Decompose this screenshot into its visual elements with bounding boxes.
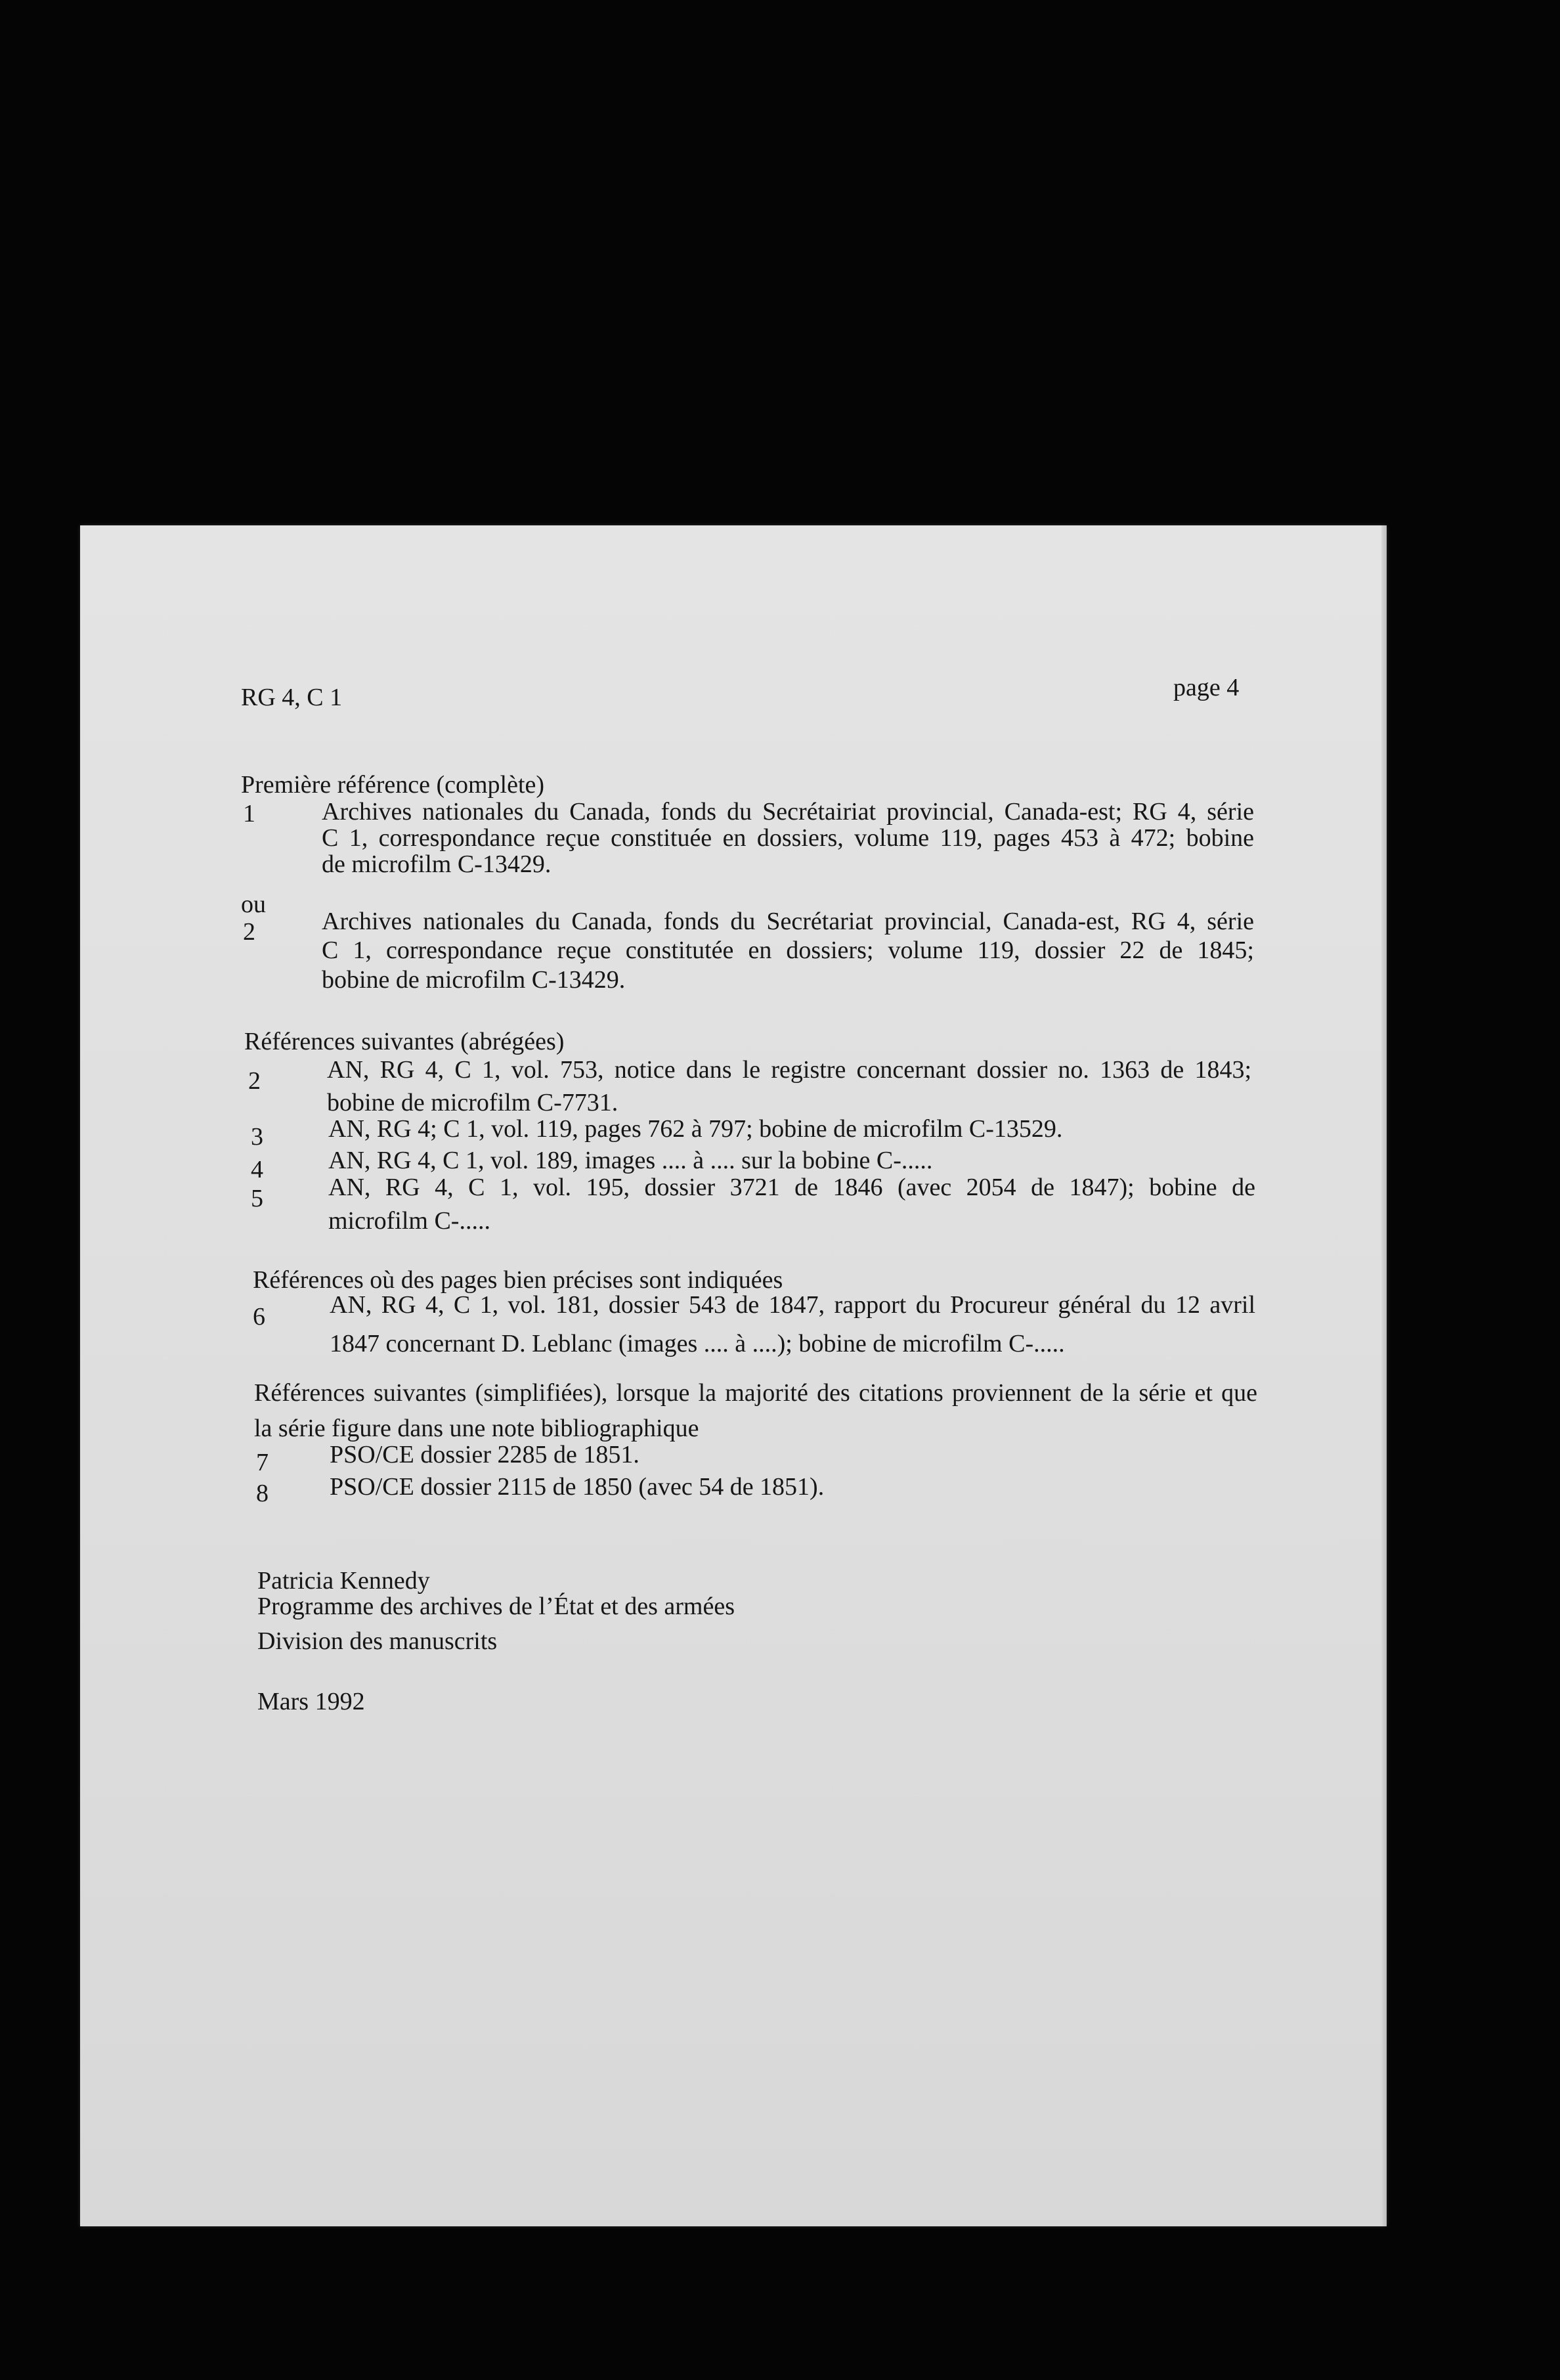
author-program: Programme des archives de l’État et des armées <box>257 1593 735 1620</box>
reference-line: de microfilm C-13429. <box>322 850 552 878</box>
reference-line: AN, RG 4, C 1, vol. 181, dossier 543 de 1847, rapport du Procureur général du 12 avril <box>330 1291 1255 1319</box>
reference-line: AN, RG 4, C 1, vol. 753, notice dans le registre concernant dossier no. 1363 de 1843; <box>327 1056 1251 1084</box>
item-number: 8 <box>256 1480 269 1507</box>
reference-line: AN, RG 4, C 1, vol. 189, images .... à .... sur la bobine C-..... <box>328 1147 933 1174</box>
reference-line: PSO/CE dossier 2285 de 1851. <box>330 1441 639 1468</box>
section-heading-following: Références suivantes (abrégées) <box>244 1028 565 1055</box>
reference-line: AN, RG 4, C 1, vol. 195, dossier 3721 de 1846 (avec 2054 de 1847); bobine de <box>328 1174 1255 1201</box>
author-name: Patricia Kennedy <box>257 1567 430 1595</box>
reference-line: C 1, correspondance reçue constituée en dossiers, volume 119, pages 453 à 472; bobine <box>322 824 1254 852</box>
reference-line: 1847 concernant D. Leblanc (images .... à ....); bobine de microfilm C-..... <box>330 1330 1065 1357</box>
reference-line: bobine de microfilm C-7731. <box>327 1089 618 1116</box>
item-number: 6 <box>253 1303 265 1331</box>
or-separator: ou <box>241 891 266 918</box>
reference-line: PSO/CE dossier 2115 de 1850 (avec 54 de 1851). <box>330 1473 825 1501</box>
item-number: 2 <box>243 918 255 946</box>
reference-line: AN, RG 4; C 1, vol. 119, pages 762 à 797; bobine de microfilm C-13529. <box>328 1115 1063 1143</box>
reference-line: Archives nationales du Canada, fonds du Secrétairiat provincial, Canada-est; RG 4, série <box>322 798 1254 826</box>
item-number: 1 <box>243 800 255 827</box>
section-heading-simplified: Références suivantes (simplifiées), lorsque la majorité des citations proviennent de la série et que <box>254 1379 1257 1407</box>
item-number: 5 <box>251 1185 263 1212</box>
header-reference: RG 4, C 1 <box>241 684 343 711</box>
document-date: Mars 1992 <box>257 1688 365 1715</box>
reference-line: Archives nationales du Canada, fonds du Secrétariat provincial, Canada-est, RG 4, série <box>322 908 1254 935</box>
reference-line: microfilm C-..... <box>328 1207 490 1235</box>
item-number: 3 <box>251 1123 263 1151</box>
section-heading-first: Première référence (complète) <box>241 771 545 799</box>
section-heading-simplified-cont: la série figure dans une note bibliographique <box>254 1415 699 1442</box>
page-number: page 4 <box>1173 674 1240 701</box>
author-division: Division des manuscrits <box>257 1627 498 1655</box>
item-number: 4 <box>251 1156 263 1183</box>
section-heading-pages: Références où des pages bien précises sont indiquées <box>253 1266 783 1294</box>
reference-line: C 1, correspondance reçue constitutée en dossiers; volume 119, dossier 22 de 1845; <box>322 937 1254 964</box>
page-edge-shadow <box>1381 525 1387 2226</box>
item-number: 7 <box>256 1449 269 1476</box>
reference-line: bobine de microfilm C-13429. <box>322 966 626 994</box>
item-number: 2 <box>248 1067 261 1095</box>
